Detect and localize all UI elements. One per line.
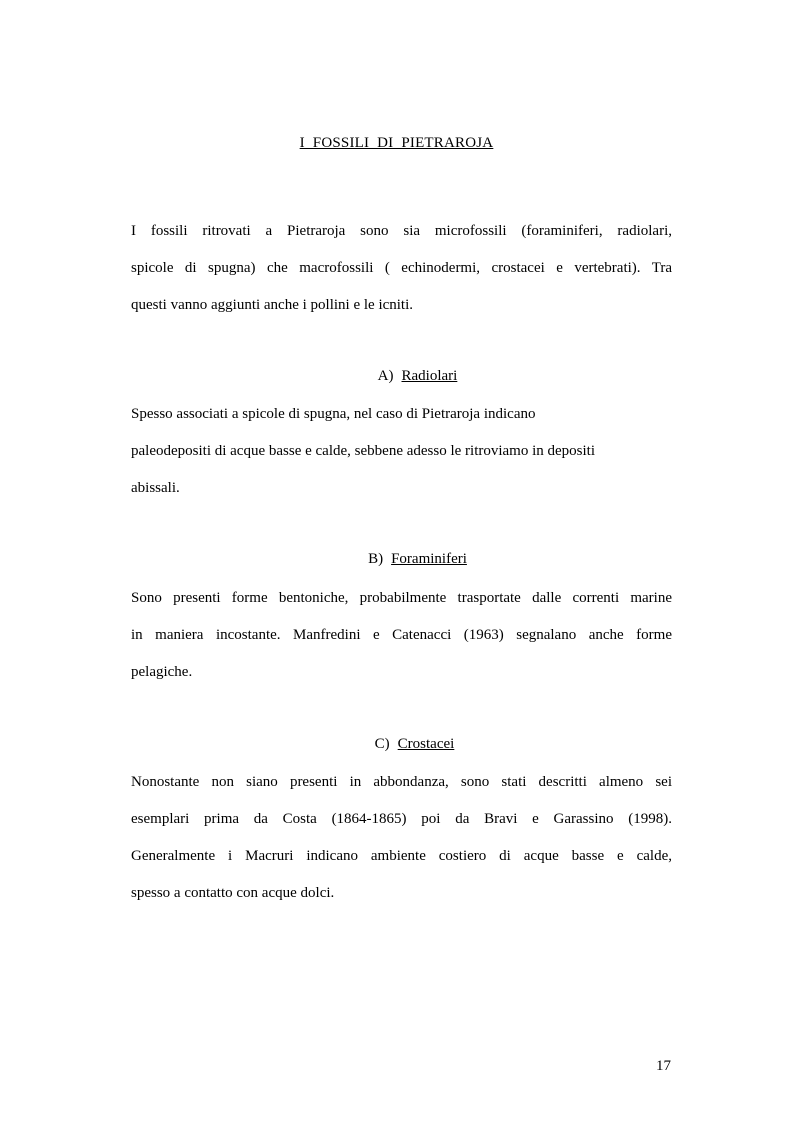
section-label: Foraminiferi [391,551,467,567]
section-letter: B) [368,551,384,567]
section-heading-crostacei [0,736,793,753]
section-letter: C) [374,736,390,752]
section-paragraph-crostacei [131,764,672,912]
text-line: in maniera incostante. Manfredini e Catenacci (1963) segnalano anche forme [131,627,672,643]
page-number: 17 [656,1058,671,1074]
section-label: Crostacei [397,736,455,752]
text-line: spicole di spugna) che macrofossili ( echinodermi, crostacei e vertebrati). Tra [131,260,672,276]
text-line: Generalmente i Macruri indicano ambiente costiero di acque basse e calde, [131,848,672,864]
text-line: Spesso associati a spicole di spugna, nel caso di Pietraroja indicano [131,406,536,422]
text-line: Sono presenti forme bentoniche, probabilmente trasportate dalle correnti marine [131,590,672,606]
text-line: Nonostante non siano presenti in abbondanza, sono stati descritti almeno sei [131,774,672,790]
section-heading-radiolari [0,368,793,385]
text-line: paleodepositi di acque basse e calde, sebbene adesso le ritroviamo in depositi [131,443,596,459]
text-line: pelagiche. [131,664,193,680]
text-line: spesso a contatto con acque dolci. [131,885,335,901]
section-paragraph-foraminiferi [131,580,672,691]
section-letter: A) [377,368,394,384]
text-line: esemplari prima da Costa (1864-1865) poi da Bravi e Garassino (1998). [131,811,672,827]
intro-paragraph [131,213,672,324]
section-heading-foraminiferi [0,551,793,568]
text-line: I fossili ritrovati a Pietraroja sono sia microfossili (foraminiferi, radiolari, [131,223,672,239]
section-paragraph-radiolari [131,396,672,507]
text-line: questi vanno aggiunti anche i pollini e le icniti. [131,297,414,313]
section-label: Radiolari [401,368,458,384]
page-title: I FOSSILI DI PIETRAROJA [299,135,494,151]
text-line: abissali. [131,480,180,496]
